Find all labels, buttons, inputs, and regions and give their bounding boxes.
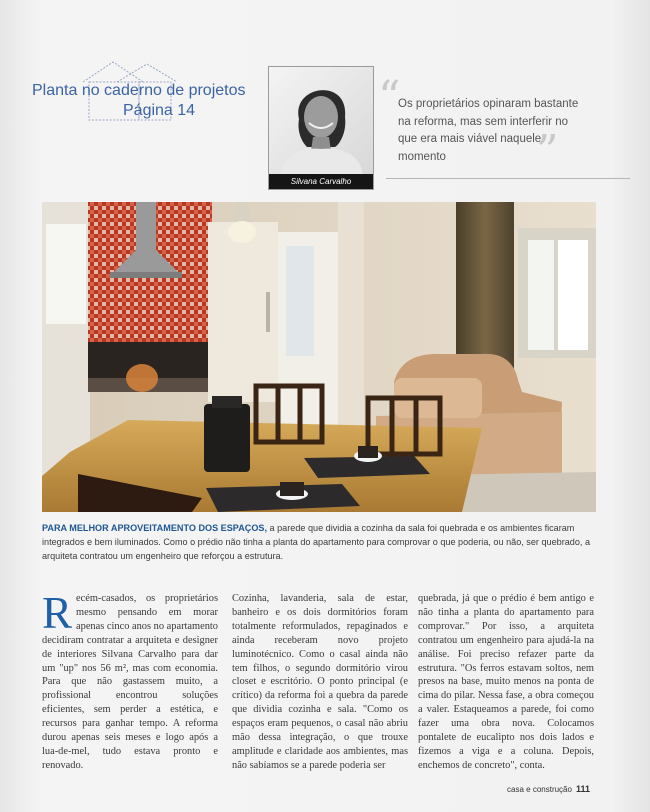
portrait-name: Silvana Carvalho [269,174,373,189]
photo-caption [42,521,604,563]
planta-title: Planta no caderno de projetos [32,82,246,99]
pull-quote: Os proprietários opinaram bastante na reforma, mas sem interferir no que era mais viável naquele momento [398,98,579,163]
open-quote-icon: “ [378,72,401,123]
dropcap: R [42,588,73,638]
page-number: 111 [575,784,590,794]
article-column-3: quebrada, já que o prédio é bem antigo e não tinha a planta do apartamento para comprovar." Por isso, a arquiteta contratou um engenheiro para ajudá-la na análise. Foi preciso refazer parte da estrutura. "Os ferros estavam soltos, nem presos na base, muito menos na ponta de cima do pilar. Nessa fase, a obra começou a valer. Estaqueamos a parede, foi como fazer uma obra nova. Colocamos pontalete de eucalipto nos dois lados e fizemos a viga e a coluna. Depois, enchemos de concreto", conta. [418,593,594,771]
interior-photo [42,202,596,512]
quote-divider [386,178,630,179]
close-quote-icon: ” [536,126,559,177]
article-column-1 [42,588,218,773]
photo-caption-lead: PARA MELHOR APROVEITAMENTO DOS ESPAÇOS, [42,523,268,533]
architect-portrait [268,66,374,190]
photo-caption-body: a parede que dividia a cozinha da sala foi quebrada e os ambientes ficaram integrados e bem iluminados. Como o prédio não tinha a planta do apartamento para comprovar o que poderia, ou não, ser quebrado, a arquiteta contratou um engenheiro que reforçou a estrutura. [42,523,591,561]
planta-callout [22,60,252,140]
article-column-1-text: ecém-casados, os proprietários mesmo pensando em morar apenas cinco anos no apartamento decidiram contratar a arquiteta e designer de interiores Silvana Carvalho para dar um "up" nos 56 m², mas com economia. Para que não gastassem muito, a profissional encontrou soluções eficientes, sem perder a estética, e recursos para ganhar tempo. A reforma durou apenas seis meses e logo após a lua-de-mel, tudo estava pronto e renovado. [42,593,218,771]
magazine-name: casa e construção [507,785,572,794]
portrait-photo [269,67,373,174]
page-footer [507,784,590,794]
article-column-2: Cozinha, lavanderia, sala de estar, banheiro e os dois dormitórios foram totalmente reformulados, repaginados e ainda receberam novo projeto luminotécnico. Como o casal ainda não tem filhos, o segundo dormitório virou closet e escritório. O ponto principal (e crítico) da reforma foi a quebra da parede que dividia cozinha e sala. "Como os espaços eram pequenos, o casal não abriu mão dessa integração, o que trouxe amplitude e claridade aos ambientes, mas não sabíamos se a parede poderia ser [232,593,408,771]
planta-page-ref: Página 14 [123,102,196,119]
